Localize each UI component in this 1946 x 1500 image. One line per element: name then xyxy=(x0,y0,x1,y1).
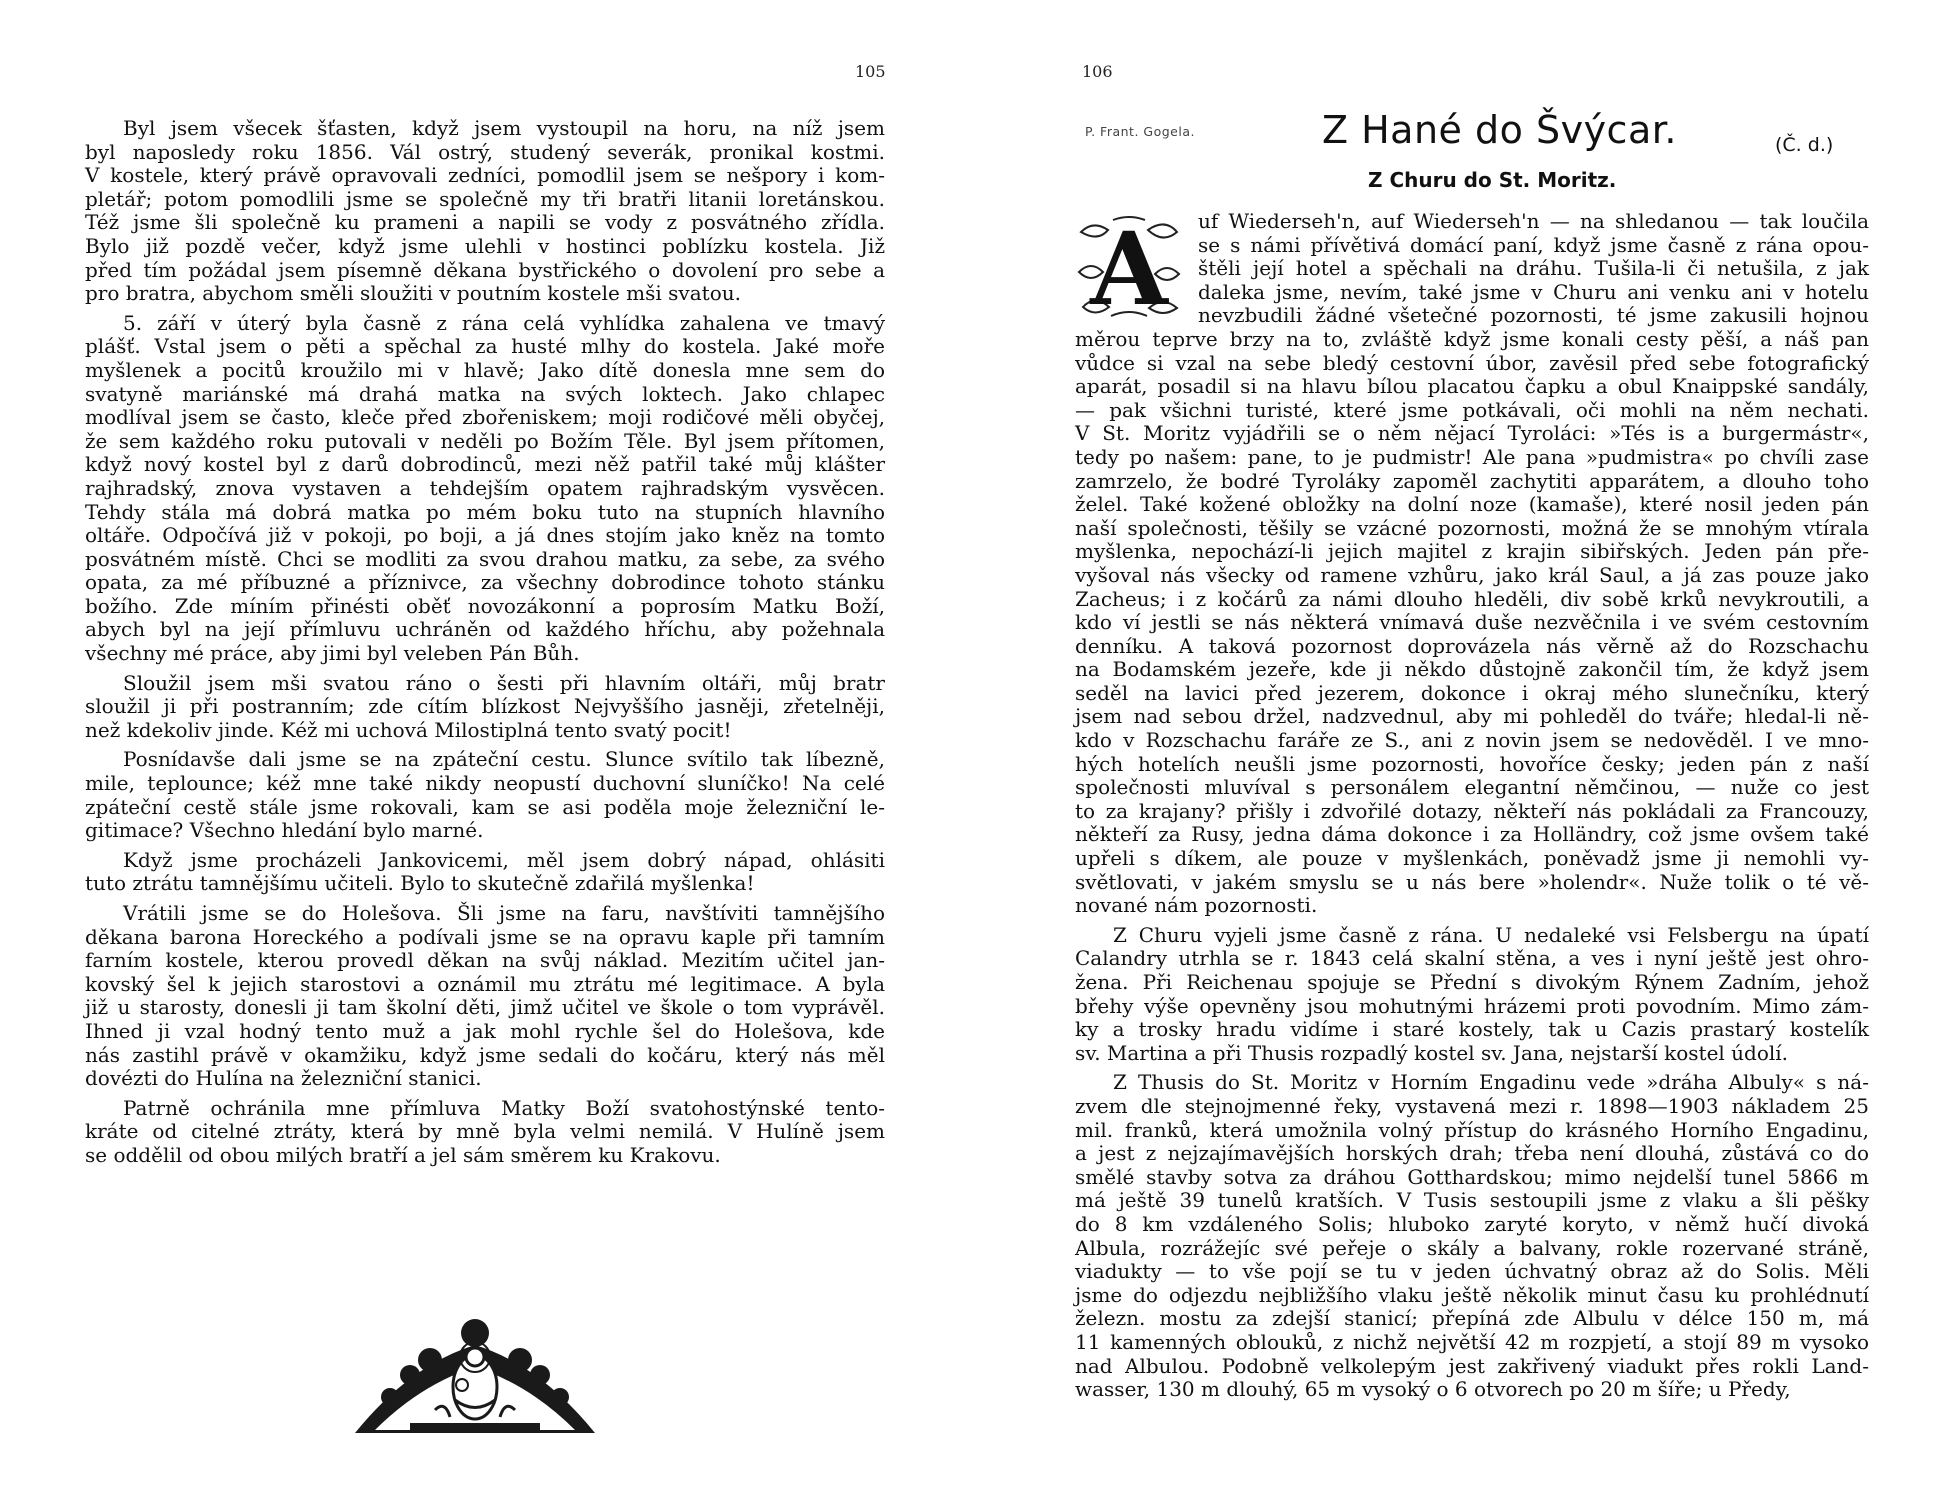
text-line: to za krajany? přišly i zdvořilé dotazy, někteří nás pokládali za Francouzy, xyxy=(1075,798,1869,823)
paragraph xyxy=(1075,210,1869,918)
text-line: Ihned ji vzal hodný tento muž a jak mohl rychle šel do Holešova, kde xyxy=(85,1018,885,1043)
text-line: železn. mostu za zdejší stanicí; přepíná zde Albulu v délce 150 m, má xyxy=(1075,1306,1869,1331)
text-line: byl naposledy roku 1856. Vál ostrý, studený severák, pronikal kostmi. xyxy=(85,139,885,164)
text-line: oltáře. Odpočívá již v pokoji, po boji, a já dnes stojím jako kněz na tomto xyxy=(85,523,885,548)
text-line: — pak všichni turisté, které jsme potkávali, oči mohli na něm nechati. xyxy=(1075,397,1869,422)
text-line: jsem nad sebou držel, nadzvednul, aby mi pohleděl do tváře; hledal-li ně- xyxy=(1075,704,1869,729)
page-number-right: 106 xyxy=(1082,62,1113,81)
text-line: tuto ztrátu tamnějšímu učiteli. Bylo to skutečně zdařilá myšlenka! xyxy=(85,871,755,896)
text-line: Když jsme procházeli Jankovicemi, měl jsem dobrý nápad, ohlásiti xyxy=(123,847,885,872)
text-line: naší společnosti, těšily se vzácné pozornosti, možná že se mnohým vtírala xyxy=(1075,515,1869,540)
text-line: má ještě 39 tunelů kratších. V Tusis sestoupili jsme z vlaku a šli pěšky xyxy=(1075,1188,1869,1213)
paragraph xyxy=(85,748,885,842)
text-line: wasser, 130 m dlouhý, 65 m vysoký o 6 otvorech po 20 m šíře; u Předy, xyxy=(1075,1377,1791,1402)
text-line: břehy výše opevněny jsou mohutnými hrázemi proti povodním. Mimo zám- xyxy=(1075,993,1869,1018)
text-line: Též jsme šli společně ku prameni a napili se vody z posvátného zřídla. xyxy=(85,210,885,235)
text-line: posvátném místě. Chci se modliti za svou drahou matku, za sebe, za svého xyxy=(85,546,885,571)
text-line: farním kostele, kterou provedl děkan na svůj náklad. Mezitím učitel jan- xyxy=(85,948,885,973)
text-line: uf Wiederseh'n, auf Wiederseh'n — na shledanou — tak loučila xyxy=(1198,209,1869,233)
text-line: zvem dle stejnojmenné řeky, vystavená mezi r. 1898—1903 nákladem 25 xyxy=(1075,1093,1869,1118)
text-line: měrou teprve brzy na to, zvláště když jsme konali cesty pěší, a náš pan xyxy=(1075,326,1869,351)
text-line: někteří za Rusy, jedna dáma dokonce i za Holländry, což jsme ovšem také xyxy=(1075,822,1869,847)
text-line: se oddělil od obou milých bratří a jel sám směrem ku Krakovu. xyxy=(85,1142,721,1167)
text-line: vyšoval nás všecky od ramene vzhůru, jako král Saul, a já zas pouze jako xyxy=(1075,562,1869,587)
text-line: V kostele, který právě opravovali zedníci, pomodlil jsem se nešpory i kom- xyxy=(85,163,885,188)
text-line: na Bodamském jezeře, kde ji někdo důstojně zakončil tím, že když jsem xyxy=(1075,657,1869,682)
text-line: zamrzelo, že bodré Tyroláky zapoměl zachytiti apparátem, a dlouho toho xyxy=(1075,468,1869,493)
text-line: želel. Také kožené obložky na dolní noze (kamaše), které nosil jeden pán xyxy=(1075,492,1869,517)
text-line: modlíval jsem se často, kleče před zbořeniskem; moji rodičové měli obyčej, xyxy=(85,405,885,430)
paragraph xyxy=(85,672,885,743)
text-line: denníku. A taková pozornost doprovázela nás věrně až do Rozschachu xyxy=(1075,633,1869,658)
text-line: plášť. Vstal jsem o pěti a spěchal za husté mlhy do kostela. Jaké moře xyxy=(85,334,885,359)
text-line: světlovati, v jakém smyslu se u nás bere »holendr«. Nuže tolik o té vě- xyxy=(1075,869,1869,894)
text-line: a jest z nejzajímavějších horských drah; třeba není dlouhá, zůstává co do xyxy=(1075,1141,1869,1166)
text-line: štěli její hotel a spěchali na dráhu. Tušila-li či netušila, z jak xyxy=(1198,256,1869,281)
text-line: Patrně ochránila mne přímluva Matky Boží svatohostýnské tento- xyxy=(123,1095,885,1120)
text-line: myšlenka, nepochází-li jejich majitel z krajin sibiřských. Jeden pán pře- xyxy=(1075,539,1869,564)
text-line: jsme do odjezdu nejbližšího vlaku ještě několik minut času ku prohlédnutí xyxy=(1075,1282,1869,1307)
text-line: děkana barona Horeckého a podívali jsme se na opravu kaple při tamním xyxy=(85,924,885,949)
text-line: ky a trosky hradu vidíme i staré kostely, tak u Cazis prastarý kostelík xyxy=(1075,1017,1869,1042)
text-line: před tím požádal jsem písemně děkana bystřického o dovolení pro sebe a xyxy=(85,257,885,282)
text-line: než kdekoliv jinde. Kéž mi uchová Milostiplná tento svatý pocit! xyxy=(85,717,732,742)
text-line: pletář; potom pomodlili jsme se společně my tři bratři litanii loretánskou. xyxy=(85,186,885,211)
text-line: aparát, posadil si na hlavu bílou placatou čapku a obul Knaippské sandály, xyxy=(1075,374,1869,399)
text-line: božího. Zde míním přinésti oběť novozákonní a poprosím Matku Boží, xyxy=(85,593,885,618)
text-line: nad Albulou. Podobně velkolepým jest zakřivený viadukt přes rokli Land- xyxy=(1075,1353,1869,1378)
text-line: Posnídavše dali jsme se na zpáteční cestu. Slunce svítilo tak líbezně, xyxy=(123,747,885,772)
text-line: viadukty — to vše pojí se tu v jeden úchvatný obraz až do Solis. Měli xyxy=(1075,1259,1869,1284)
text-line: hých hotelích neušli jsme pozornosti, hovoříce česky; jeden pán z naší xyxy=(1075,751,1869,776)
text-line: opata, za mé příbuzné a příznivce, za všechny dobrodince tohoto stánku xyxy=(85,570,885,595)
text-line: Calandry utrhla se r. 1843 celá skalní stěna, a ves i nyní ještě jest ohro- xyxy=(1075,946,1869,971)
text-line: kovský šel k jejich starostovi a oznámil mu ztrátu mé legitimace. A byla xyxy=(85,971,885,996)
text-line: myšlenek a pocitů kroužilo mi v hlavě; Jako dítě donesla mne sem do xyxy=(85,357,885,382)
text-line: když nový kostel byl z darů dobrodinců, mezi něž patřil také můj klášter xyxy=(85,452,885,477)
right-page-text xyxy=(1075,210,1869,1402)
paragraph xyxy=(85,902,885,1091)
text-line: zpáteční cestě stále jsme rokovali, kam se asi poděla moje železniční le- xyxy=(85,794,885,819)
dropcap-letter: A xyxy=(1090,212,1168,322)
text-line: svatyně mariánské má drahá matka na svých loktech. Jako chlapec xyxy=(85,381,885,406)
paragraph xyxy=(1075,1071,1869,1401)
text-line: dovézti do Hulína na železniční stanici. xyxy=(85,1066,482,1091)
madonna-vignette-illustration xyxy=(350,1305,600,1445)
article-part-note: (Č. d.) xyxy=(1775,134,1834,156)
text-line: Z Thusis do St. Moritz v Horním Engadinu vede »dráha Albuly« s ná- xyxy=(1113,1070,1869,1095)
text-line: společnosti mluvíval s personálem elegantní němčinou, — nuže co jest xyxy=(1075,775,1869,800)
paragraph xyxy=(85,1097,885,1168)
text-line: daleka jsme, nevím, také jsme v Churu ani venku ani v hotelu xyxy=(1198,279,1869,304)
paragraph xyxy=(85,849,885,896)
text-line: Vrátili jsme se do Holešova. Šli jsme na faru, navštíviti tamnějšího xyxy=(123,901,885,925)
text-line: kdo ví jestli se nás některá vnímavá duše nezvěčnila i ve svém cestovním xyxy=(1075,610,1869,635)
text-line: seděl na lavici před jezerem, dokonce i okraj mého slunečníku, který xyxy=(1075,680,1869,705)
text-line: upřeli s díkem, ale pouze v myšlenkách, poněvadž jsme ji nemohli vy- xyxy=(1075,846,1869,871)
text-line: nás zastihl právě v okamžiku, když jsme sedali do kočáru, který nás měl xyxy=(85,1042,885,1067)
text-line: gitimace? Všechno hledání bylo marné. xyxy=(85,818,484,843)
text-line: žena. Při Reichenau spojuje se Přední s divokým Rýnem Zadním, jehož xyxy=(1075,970,1869,994)
text-line: sv. Martina a při Thusis rozpadlý kostel sv. Jana, nejstarší kostel údolí. xyxy=(1075,1040,1789,1065)
text-line: 11 kamenných oblouků, z nichž největší 42 m rozpjetí, a stojí 89 m vysoko xyxy=(1075,1329,1869,1354)
text-line: mile, teplounce; kéž mne také nikdy neopustí duchovní sluníčko! Na celé xyxy=(85,771,885,796)
article-author: P. Frant. Gogela. xyxy=(1085,124,1195,139)
text-line: tedy po našem: pane, to je pudmistr! Ale pana »pudmistra« po chvíli zase xyxy=(1075,444,1869,469)
text-line: kráte od citelné ztráty, která by mně byla velmi nemilá. V Hulíně jsem xyxy=(85,1119,885,1144)
text-line: Albula, rozrážejíc své peřeje o skály a balvany, rokle rozervané stráně, xyxy=(1075,1235,1869,1260)
text-line: abych byl na její přímluvu uchráněn od každého hříchu, aby požehnala xyxy=(85,617,885,642)
text-line: Tehdy stála má dobrá matka po mém boku tuto na stupních hlavního xyxy=(85,499,885,524)
paragraph xyxy=(85,312,885,666)
text-line: se s námi přívětivá domácí paní, když jsme časně z rána opou- xyxy=(1198,232,1869,257)
paragraph xyxy=(85,117,885,306)
text-line: Zacheus; i z kočárů za námi dlouho hleděli, div sobě krků nevykroutili, a xyxy=(1075,586,1869,611)
text-line: všechny mé práce, aby jimi byl veleben Pán Bůh. xyxy=(85,641,580,666)
left-page-text xyxy=(85,117,885,1168)
text-line: Sloužil jsem mši svatou ráno o šesti při hlavním oltáři, můj bratr xyxy=(123,670,885,695)
text-line: smělé stavby sotva za dráhou Gotthardskou; mimo nejdelší tunel 5866 m xyxy=(1075,1164,1869,1189)
text-line: sloužil ji při postranním; zde cítím blízkost Nejvyššího jasněji, zřetelněji, xyxy=(85,694,885,719)
text-line: 5. září v úterý byla časně z rána celá vyhlídka zahalena ve tmavý xyxy=(123,310,885,335)
text-line: již u starosty, donesli ji tam školní děti, jimž učitel ve škole o tom vyprávěl. xyxy=(85,995,885,1020)
text-line: Bylo již pozdě večer, když jsme ulehli v hostinci poblízku kostela. Již xyxy=(85,233,885,258)
text-line: nevzbudili žádné všetečné pozornosti, té jsme zakusili hojnou xyxy=(1198,303,1869,328)
text-line: kdo v Rozschachu faráře ze S., ani z novin jsem se nedověděl. I ve mno- xyxy=(1075,728,1869,753)
text-line: mil. franků, která umožnila volný přístup do krásného Horního Engadinu, xyxy=(1075,1117,1869,1142)
paragraph xyxy=(1075,924,1869,1066)
text-line: že sem každého roku putovali v neděli po Božím Těle. Byl jsem přítomen, xyxy=(85,428,885,453)
page-number-left: 105 xyxy=(855,62,886,81)
text-line: nované nám pozornosti. xyxy=(1075,893,1318,918)
article-title: Z Hané do Švýcar. xyxy=(1322,108,1677,152)
text-line: do 8 km vzdáleného Solis; hluboko zaryté koryto, v němž hučí divoká xyxy=(1075,1211,1869,1236)
text-line: V St. Moritz vyjádřili se o něm nějací Tyroláci: »Tés is a burgermástr«, xyxy=(1075,421,1869,446)
text-line: vůdce si vzal na sebe bledý cestovní úbor, zavěsil před sebe fotografický xyxy=(1075,350,1869,375)
text-line: rajhradský, znova vystaven a tehdejším opatem rajhradským vysvěcen. xyxy=(85,475,885,500)
article-subtitle: Z Churu do St. Moritz. xyxy=(1368,168,1617,192)
text-line: Byl jsem všecek šťasten, když jsem vystoupil na horu, na níž jsem xyxy=(123,116,885,140)
text-line: Z Churu vyjeli jsme časně z rána. U nedaleké vsi Felsbergu na úpatí xyxy=(1113,922,1869,947)
text-line: pro bratra, abychom směli sloužiti v poutním kostele mši svatou. xyxy=(85,281,741,306)
